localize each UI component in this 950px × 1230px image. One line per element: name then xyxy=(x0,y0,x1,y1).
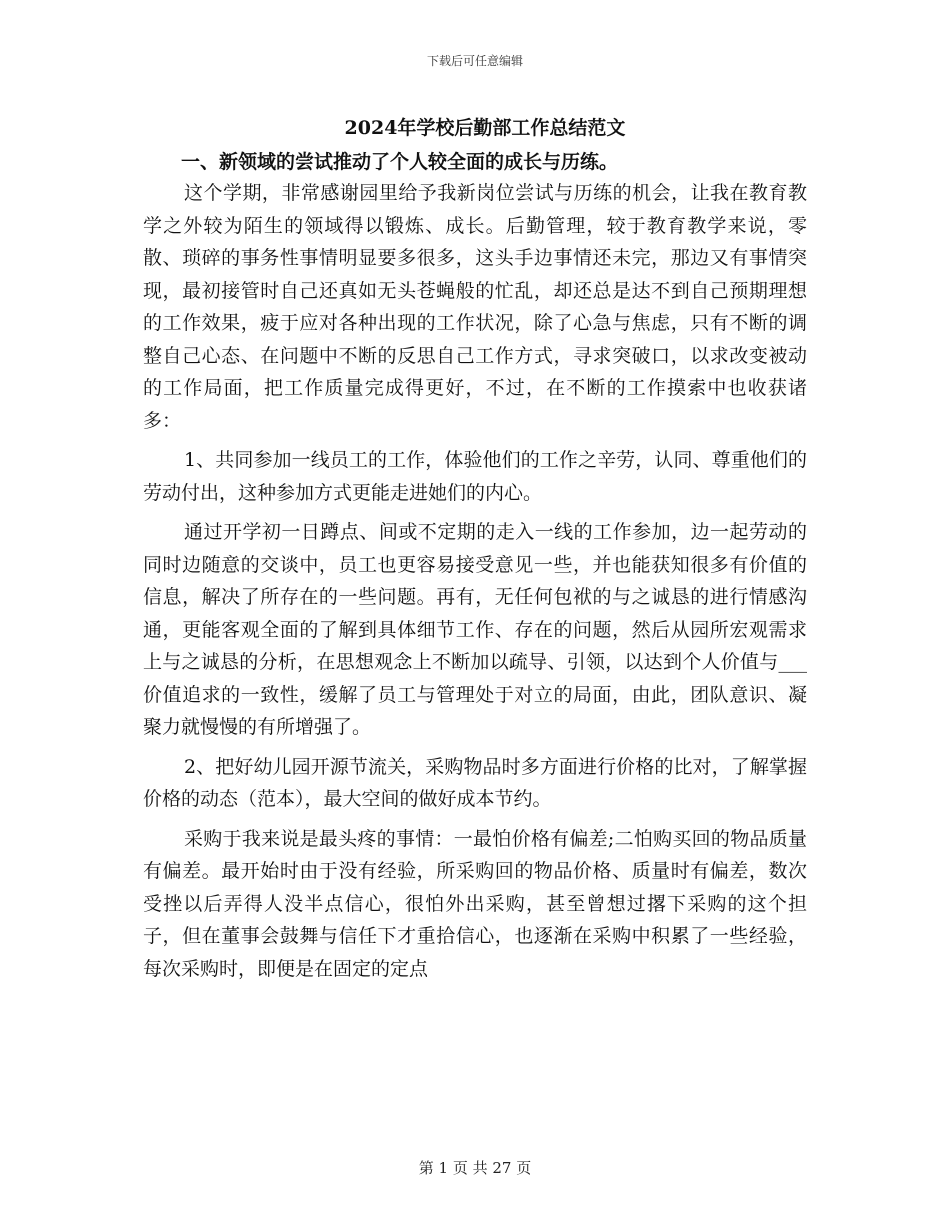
paragraph-intro: 这个学期，非常感谢园里给予我新岗位尝试与历练的机会，让我在教育教学之外较为陌生的领域得以锻炼、成长。后勤管理，较于教育教学来说，零散、琐碎的事务性事情明显要多很多，这头手边事情还未完，那边又有事情突现，最初接管时自己还真如无头苍蝇般的忙乱，却还总是达不到自己预期理想的工作效果，疲于应对各种出现的工作状况，除了心急与焦虑，只有不断的调整自己心态、在问题中不断的反思自己工作方式，寻求突破口，以求改变被动的工作局面，把工作质量完成得更好，不过，在不断的工作摸索中也收获诸多： xyxy=(143,182,807,432)
section-heading: 一、新领域的尝试推动了个人较全面的成长与历练。 xyxy=(181,151,619,173)
paragraph-point-2: 2、把好幼儿园开源节流关，采购物品时多方面进行价格的比对，了解掌握价格的动态（范本），最大空间的做好成本节约。 xyxy=(143,755,807,810)
page-header-note: 下载后可任意编辑 xyxy=(426,54,523,68)
page-footer-number: 第 1 页 共 27 页 xyxy=(418,1159,532,1177)
paragraph-point-2-detail: 采购于我来说是最头疼的事情：一最怕价格有偏差;二怕购买回的物品质量有偏差。最开始时由于没有经验，所采购回的物品价格、质量时有偏差，数次受挫以后弄得人没半点信心，很怕外出采购，甚至曾想过撂下采购的这个担子，但在董事会鼓舞与信任下才重拾信心，也逐渐在采购中积累了一些经验，每次采购时，即便是在固定的定点 xyxy=(143,827,807,980)
paragraph-point-1: 1、共同参加一线员工的工作，体验他们的工作之辛劳，认同、尊重他们的劳动付出，这种参加方式更能走进她们的内心。 xyxy=(143,449,807,504)
document-title: 2024年学校后勤部工作总结范文 xyxy=(344,117,626,139)
paragraph-point-1-detail: 通过开学初一日蹲点、间或不定期的走入一线的工作参加，边一起劳动的同时边随意的交谈中，员工也更容易接受意见一些，并也能获知很多有价值的信息，解决了所存在的一些问题。再有，无任何包袱的与之诚恳的进行情感沟通，更能客观全面的了解到具体细节工作、存在的问题，然后从园所宏观需求上与之诚恳的分析，在思想观念上不断加以疏导、引领，以达到个人价值与___价值追求的一致性，缓解了员工与管理处于对立的局面，由此，团队意识、凝聚力就慢慢的有所增强了。 xyxy=(143,521,807,738)
document-body xyxy=(143,113,807,985)
